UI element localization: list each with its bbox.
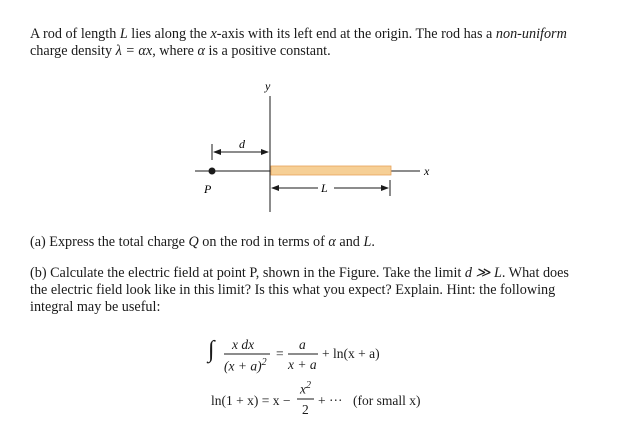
var-x: x (210, 26, 217, 42)
emphasis-non-uniform: non-uniform (495, 26, 567, 42)
intro-text: is a positive constant. (204, 43, 331, 59)
log-lhs: ln(1 + x) = x − (211, 393, 291, 408)
series-tail: + ··· (318, 393, 343, 408)
integral-sign: ∫ (208, 337, 215, 363)
equals-sign: = (276, 346, 284, 361)
intro-text: A rod of length (30, 26, 120, 42)
part-a-text: on the rod in terms of (198, 234, 329, 250)
y-axis-label: y (265, 79, 271, 93)
var-alpha: α (197, 43, 205, 59)
denominator-1-exponent: 2 (261, 357, 267, 368)
var-alpha: α (328, 234, 336, 250)
d-label: d (239, 137, 245, 151)
intro-text: -axis with its left end at the origin. The rod has a (216, 26, 496, 42)
intro-text: lies along the (127, 26, 211, 42)
var-L: L (363, 234, 372, 250)
part-b-text: integral may be useful: (30, 299, 161, 315)
log-term: + ln(x + a) (322, 346, 380, 361)
part-a-text: (a) Express the total charge (30, 234, 189, 250)
denominator-1-base: (x + a) (224, 358, 262, 374)
part-a-text: and (335, 234, 364, 250)
small-x-note: (for small x) (353, 393, 421, 408)
var-Q: Q (188, 234, 199, 250)
denominator-3: 2 (302, 402, 309, 417)
limit-expression: d ≫ L (464, 265, 502, 281)
numerator-2: a (299, 337, 306, 352)
P-label: P (204, 182, 212, 196)
x-axis-label: x (424, 164, 430, 178)
numerator-3-exponent: 2 (306, 380, 311, 391)
part-a-text: . (371, 234, 375, 250)
denominator-2: x + a (288, 357, 317, 372)
L-label: L (321, 181, 328, 195)
part-b-text: . What does (501, 265, 569, 281)
denominator-1 (224, 357, 267, 375)
numerator-3 (300, 380, 311, 398)
var-L: L (119, 26, 128, 42)
part-b-text: (b) Calculate the electric field at point P, shown in the Figure. Take the limit (30, 265, 465, 281)
numerator-1: x dx (232, 337, 255, 352)
intro-text: charge density (30, 43, 116, 59)
part-b-text: the electric field look like in this limit? Is this what you expect? Explain. Hint: the following (30, 282, 556, 298)
numerator-3-base: x (300, 381, 306, 397)
charge-density-equation: λ = αx (115, 43, 153, 59)
intro-text: , where (152, 43, 198, 59)
